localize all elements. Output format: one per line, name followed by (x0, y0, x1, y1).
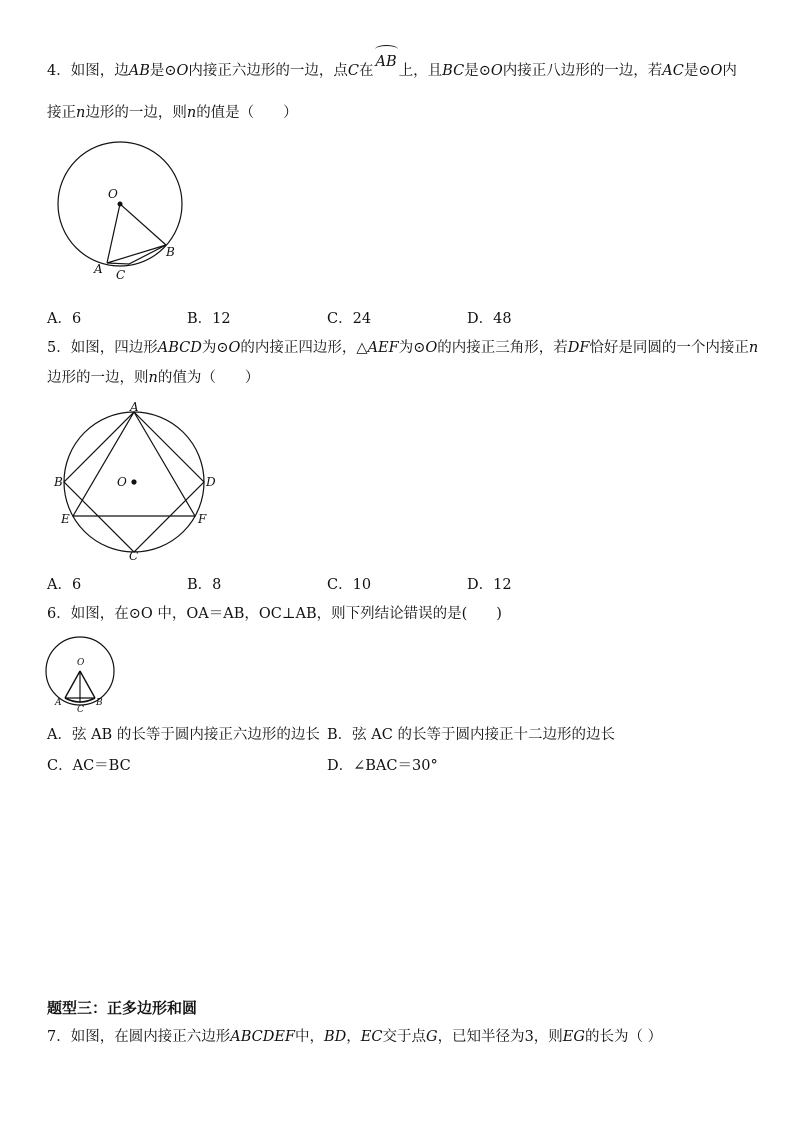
var-AEF: AEF (367, 340, 399, 356)
q4-segment-OA (107, 204, 120, 263)
q4-stem-line2 (47, 103, 298, 123)
var-n: n (186, 105, 197, 121)
text: 的内接正四边形，△ (240, 340, 368, 356)
q4-option-A[interactable]: A．6 (47, 311, 82, 327)
q5-label-A: A (130, 400, 139, 414)
text: 为 (398, 340, 414, 356)
q5-label-F: F (198, 512, 207, 526)
circle-symbol: ⊙ (478, 63, 491, 79)
text: ，则 (533, 1029, 563, 1045)
q5-option-A[interactable]: A．6 (47, 577, 82, 593)
q6-option-B[interactable]: B．弦 AC 的长等于圆内接正十二边形的边长 (327, 727, 615, 743)
text: 内接正六边形的一边，点 (188, 63, 348, 79)
text: 内 (722, 63, 737, 79)
circle-symbol: ⊙ (698, 63, 711, 79)
text: 内接正八边形的一边，若 (502, 63, 663, 79)
text: 为 (201, 340, 217, 356)
circle-symbol: ⊙ (164, 63, 177, 79)
q6-figure (46, 632, 120, 714)
var-BC: BC (442, 63, 465, 79)
text: 的内接正三角形，若 (437, 340, 568, 356)
var-n: n (76, 105, 86, 121)
text: ，已知半径为 (437, 1029, 525, 1045)
q6-label-O: O (77, 658, 85, 668)
var-EG: EG (562, 1029, 585, 1045)
var-O: O (176, 63, 189, 79)
q5-label-D: D (206, 475, 216, 489)
text: ， (346, 1029, 361, 1045)
text: 的值是（ ） (196, 105, 298, 121)
var-ABCDEF: ABCDEF (230, 1029, 295, 1045)
section-heading: 题型三：正多边形和圆 (47, 999, 198, 1017)
text: 4．如图，边 (47, 63, 129, 79)
q4-label-O: O (108, 187, 118, 201)
q5-center-dot (131, 479, 136, 484)
circle-symbol: ⊙ (216, 340, 229, 356)
q5-label-B: B (54, 475, 63, 489)
q4-figure (50, 138, 190, 288)
q6-option-A[interactable]: A．弦 AB 的长等于圆内接正六边形的边长 (47, 727, 320, 743)
var-ABCD: ABCD (157, 340, 202, 356)
text: 恰好是同圆的一个内接正 (589, 340, 749, 356)
var-AC: AC (662, 63, 684, 79)
q4-option-B[interactable]: B．12 (187, 311, 231, 327)
q4-stem-line1 (47, 54, 737, 81)
q6-segment-OA (65, 671, 80, 698)
q6-segment-OB (80, 671, 95, 698)
circle-symbol: ⊙ (413, 340, 426, 356)
text: 是 (149, 63, 165, 79)
arc-AB: AB (375, 54, 397, 70)
q6-label-A: A (55, 698, 62, 708)
q7-stem (47, 1027, 662, 1047)
q5-stem-line1 (47, 338, 758, 358)
q5-option-D[interactable]: D．12 (467, 577, 512, 593)
q5-figure (55, 402, 215, 562)
text: 的值为（ ） (157, 370, 260, 386)
q5-stem-line2 (47, 368, 259, 388)
text: 的长为（ ） (584, 1029, 663, 1045)
text: 是 (464, 63, 479, 79)
text: 中， (295, 1029, 324, 1045)
var-EC: EC (360, 1029, 383, 1045)
q4-label-C: C (116, 268, 126, 282)
var-C: C (347, 63, 360, 79)
q4-segment-OB (120, 204, 166, 245)
q4-option-C[interactable]: C．24 (327, 311, 372, 327)
var-BD: BD (324, 1029, 347, 1045)
q4-label-A: A (94, 262, 103, 276)
q6-label-B: B (96, 698, 103, 708)
q6-label-C: C (77, 705, 84, 715)
var-O: O (425, 340, 438, 356)
var-O: O (710, 63, 723, 79)
value-radius: 3 (524, 1029, 534, 1045)
text: 上，且 (398, 63, 443, 79)
q6-stem: 6．如图，在⊙O 中，OA＝AB，OC⊥AB，则下列结论错误的是( ) (47, 606, 502, 622)
q4-label-B: B (166, 245, 175, 259)
text: 在 (359, 63, 374, 79)
q5-option-B[interactable]: B．8 (187, 577, 222, 593)
text: 是 (683, 63, 699, 79)
text: 5．如图，四边形 (47, 340, 158, 356)
q5-option-C[interactable]: C．10 (327, 577, 372, 593)
var-DF: DF (567, 340, 590, 356)
var-n: n (748, 340, 759, 356)
q5-label-C: C (129, 549, 139, 563)
text: 交于点 (382, 1029, 426, 1045)
q5-triangle-AEF (73, 412, 195, 516)
q5-label-O: O (117, 475, 127, 489)
q4-option-D[interactable]: D．48 (467, 311, 512, 327)
text: 边形的一边，则 (47, 370, 149, 386)
q6-option-C[interactable]: C．AC＝BC (47, 758, 131, 774)
q6-option-D[interactable]: D．∠BAC＝30° (327, 758, 438, 774)
q5-label-E: E (61, 512, 70, 526)
text: 边形的一边，则 (85, 105, 187, 121)
var-O: O (490, 63, 503, 79)
var-n: n (148, 370, 158, 386)
var-AB: AB (128, 63, 150, 79)
text: 7．如图，在圆内接正六边形 (47, 1029, 231, 1045)
var-O: O (228, 340, 241, 356)
text: 接正 (47, 105, 76, 121)
var-G: G (425, 1029, 438, 1045)
